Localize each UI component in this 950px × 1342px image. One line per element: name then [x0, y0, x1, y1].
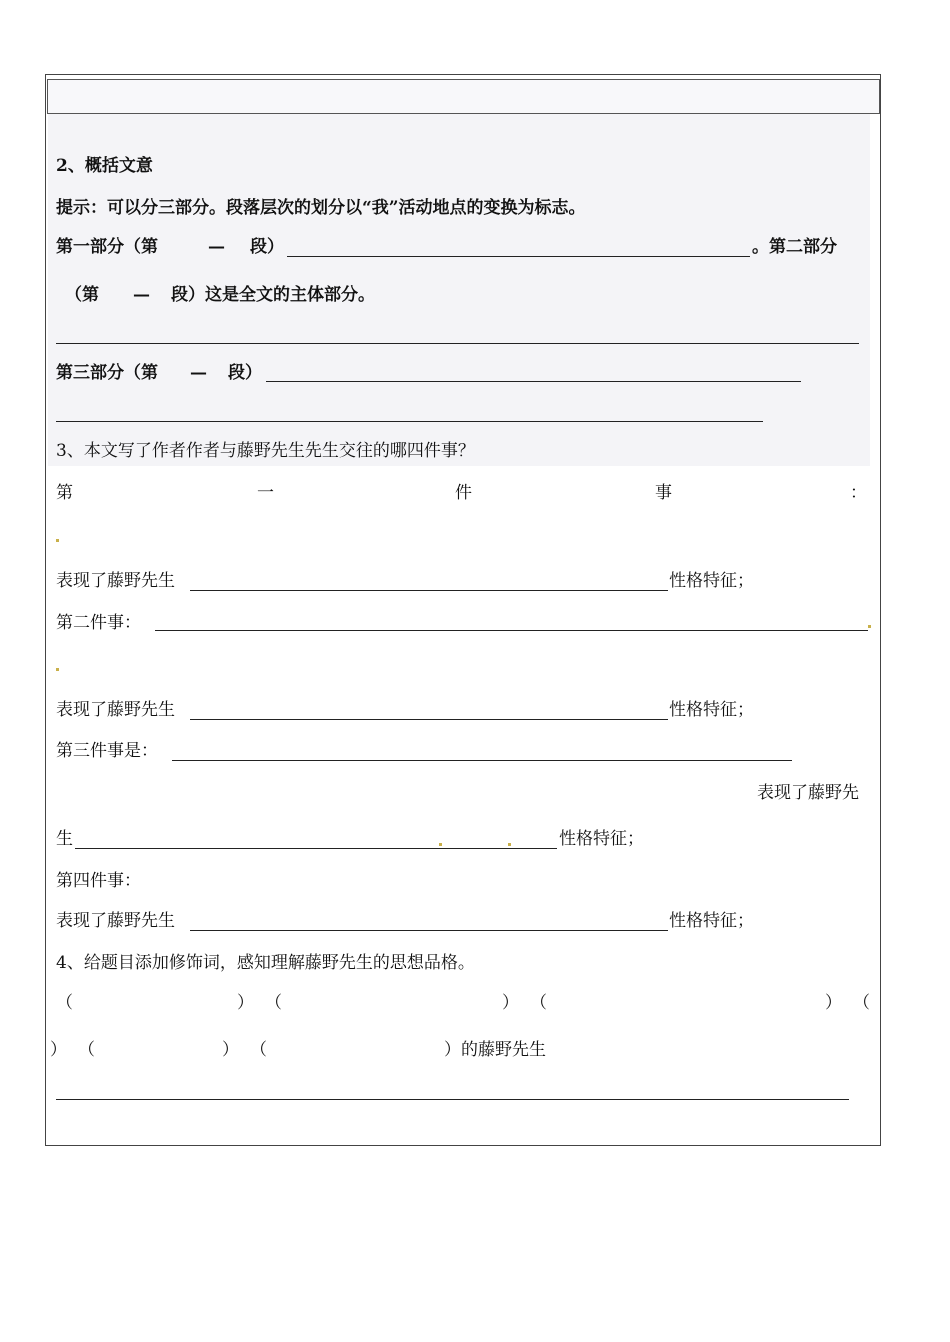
event3-shows: 表现了藤野先 [757, 783, 859, 803]
part3-dash: — [190, 363, 207, 383]
event1-trait: 性格特征； [669, 571, 754, 591]
part1-close: 段） [250, 237, 284, 257]
part1-answer-line[interactable] [287, 256, 750, 257]
event3-trait-line[interactable] [75, 848, 557, 849]
paren: ） [50, 1040, 67, 1060]
event1-trait-line[interactable] [190, 590, 668, 591]
paren: ） [825, 993, 842, 1013]
paren: ） [237, 993, 254, 1013]
section2-hint: 提示：可以分三部分。段落层次的划分以“我”活动地点的变换为标志。 [56, 198, 586, 218]
event2-label: 第二件事： [56, 613, 141, 633]
paren: （ [78, 1040, 95, 1060]
event1-char: ： [850, 483, 867, 503]
blank-marker [56, 668, 59, 671]
section3-question: 3、本文写了作者作者与藤野先生先生交往的哪四件事？ [56, 441, 475, 461]
paren: （ [250, 1040, 267, 1060]
blank-marker [508, 843, 511, 846]
answer-box-top[interactable] [47, 79, 880, 114]
event3-shows-end: 生 [56, 829, 73, 849]
section4-question: 4、给题目添加修饰词，感知理解藤野先生的思想品格。 [56, 953, 475, 973]
part1-dash: — [208, 237, 225, 257]
event1-shows: 表现了藤野先生 [56, 571, 175, 591]
part2-answer-line[interactable] [56, 343, 859, 344]
event3-trait: 性格特征； [559, 829, 644, 849]
section4-answer-line[interactable] [56, 1099, 849, 1100]
event2-answer-line[interactable] [155, 630, 868, 631]
part2-label: 。第二部分 [752, 237, 837, 257]
part3-answer-line[interactable] [266, 381, 801, 382]
blank-marker [868, 625, 871, 628]
event2-trait-line[interactable] [190, 719, 668, 720]
event4-label: 第四件事： [56, 871, 141, 891]
part1-label: 第一部分（第 [56, 237, 158, 257]
blank-marker [56, 539, 59, 542]
paren: （ [530, 993, 547, 1013]
event4-shows: 表现了藤野先生 [56, 911, 175, 931]
part2-close: 段）这是全文的主体部分。 [171, 285, 375, 305]
event1-char: 事 [655, 483, 672, 503]
paren: （ [56, 993, 73, 1013]
blank-marker [439, 843, 442, 846]
event3-label: 第三件事是： [56, 741, 158, 761]
section4-ending: ）的藤野先生 [444, 1040, 546, 1060]
event4-trait-line[interactable] [190, 930, 668, 931]
part3-label: 第三部分（第 [56, 363, 158, 383]
part3-answer-line-2[interactable] [56, 421, 763, 422]
part3-close: 段） [228, 363, 262, 383]
paren: ） [502, 993, 519, 1013]
event1-char: 第 [56, 483, 73, 503]
part2-dash: — [133, 285, 150, 305]
paren: （ [265, 993, 282, 1013]
event2-trait: 性格特征； [669, 700, 754, 720]
section2-heading: 2、概括文意 [56, 156, 153, 176]
paren: （ [853, 993, 870, 1013]
event2-shows: 表现了藤野先生 [56, 700, 175, 720]
paren: ） [222, 1040, 239, 1060]
event3-answer-line[interactable] [172, 760, 792, 761]
part2-open: （第 [65, 285, 99, 305]
event1-char: 一 [257, 483, 274, 503]
event4-trait: 性格特征； [669, 911, 754, 931]
event1-char: 件 [455, 483, 472, 503]
